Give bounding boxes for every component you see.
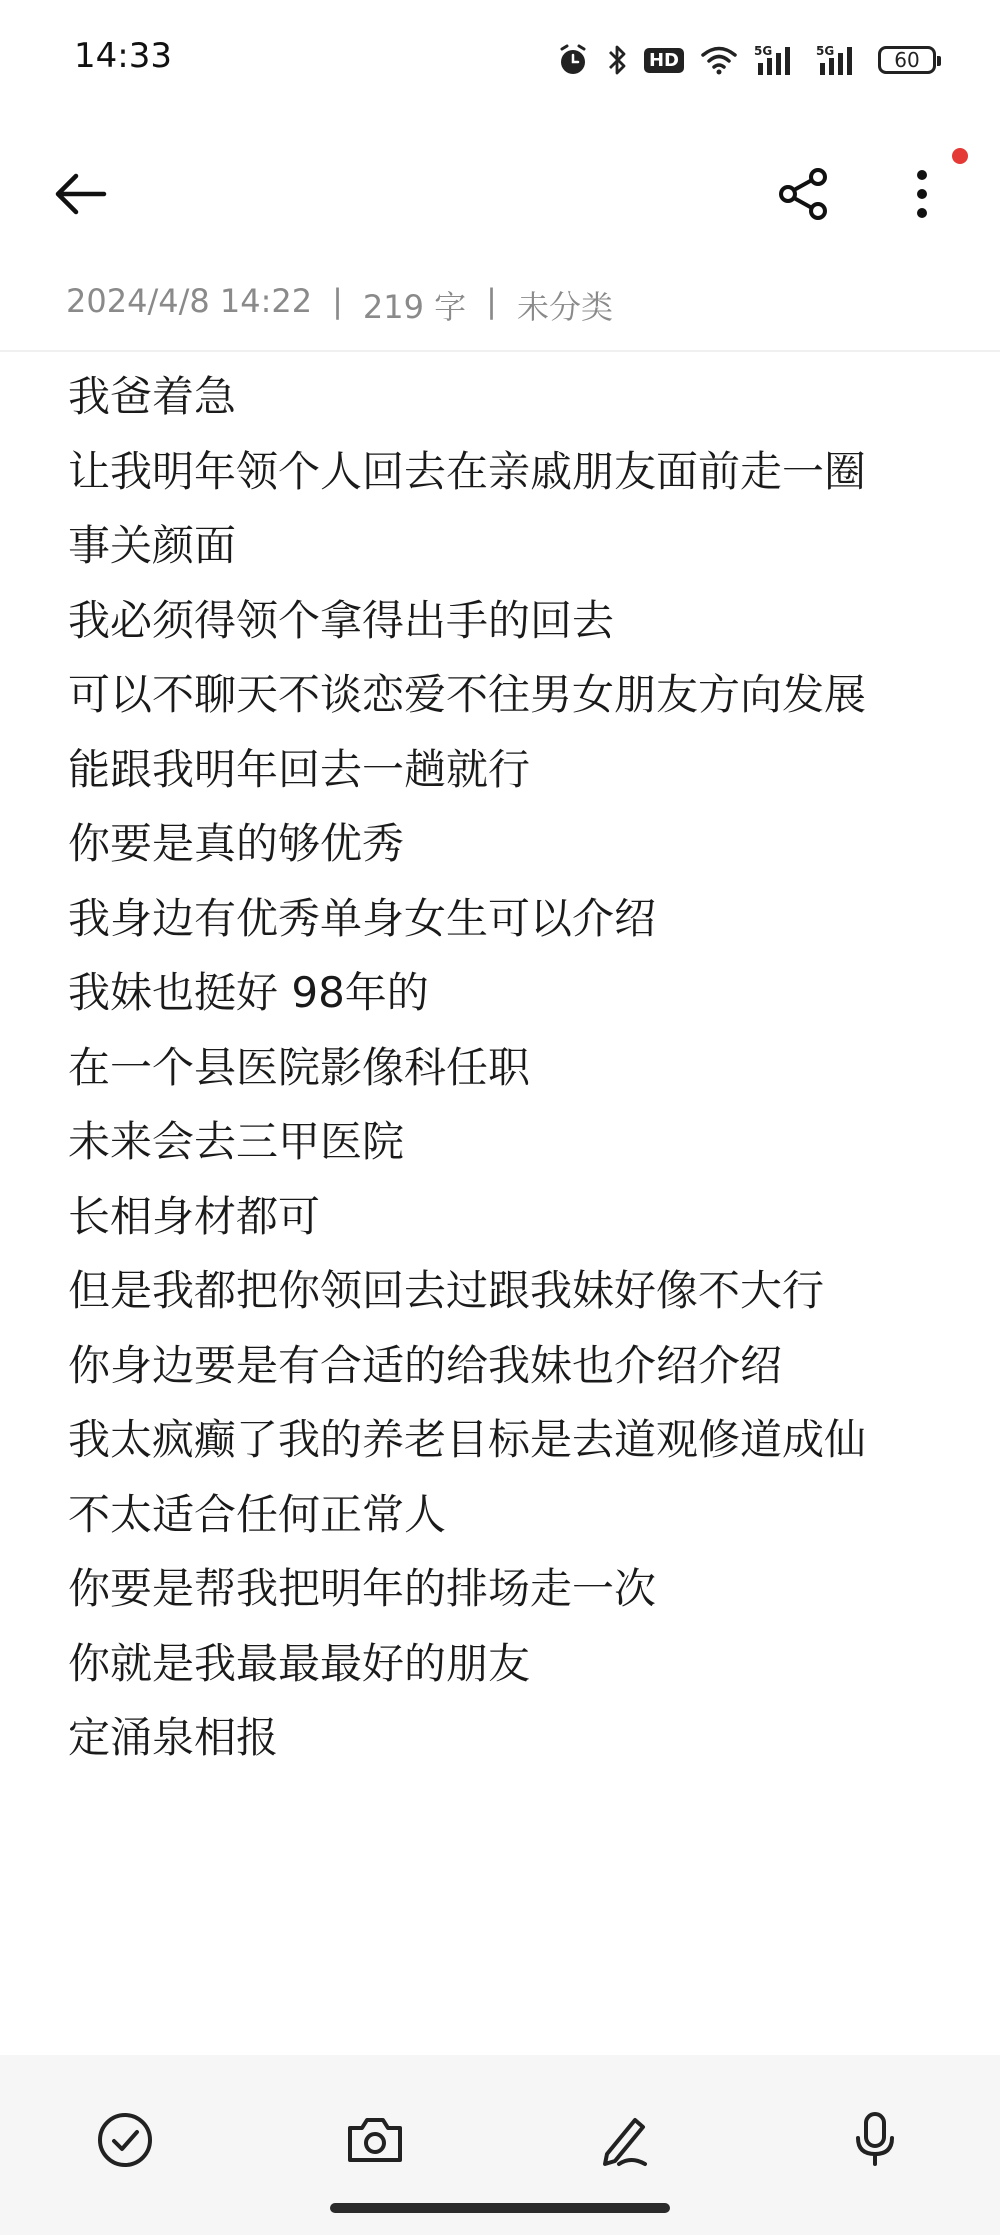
back-button[interactable]: [44, 158, 116, 230]
more-options-button[interactable]: [886, 158, 958, 230]
note-line: 我爸着急: [68, 372, 237, 421]
note-meta: [66, 282, 613, 328]
share-button[interactable]: [768, 158, 840, 230]
status-time: 14:33: [74, 36, 172, 76]
signal-5g-icon: [754, 43, 800, 77]
divider: [0, 350, 1000, 352]
top-toolbar: [0, 130, 1000, 250]
note-line: 未来会去三甲医院: [68, 1117, 405, 1166]
note-line: 定涌泉相报: [68, 1713, 279, 1762]
note-line: 你要是真的够优秀: [68, 819, 405, 868]
more-vertical-icon: [915, 169, 929, 219]
note-line: 让我明年领个人回去在亲戚朋友面前走一圈: [68, 446, 867, 496]
note-line: 我妹也挺好 98年的: [68, 968, 429, 1017]
status-bar: [0, 0, 1000, 120]
note-line: 但是我都把你领回去过跟我妹好像不大行: [68, 1266, 825, 1315]
note-category[interactable]: 未分类: [516, 288, 613, 326]
meta-separator: |: [486, 282, 497, 320]
meta-separator: |: [332, 282, 343, 320]
note-line: 长相身材都可: [68, 1191, 321, 1241]
note-line: 你就是我最最最好的朋友: [68, 1638, 531, 1688]
note-line: 事关颜面: [68, 521, 237, 570]
alarm-icon: [556, 43, 590, 77]
note-line: 不太适合任何正常人: [68, 1489, 447, 1539]
note-line: 能跟我明年回去一趟就行: [68, 744, 531, 794]
note-line: 你身边要是有合适的给我妹也介绍介绍: [68, 1340, 783, 1390]
arrow-left-icon: [52, 172, 108, 216]
note-line: 可以不聊天不谈恋爱不往男女朋友方向发展: [68, 670, 867, 719]
battery-icon: 60: [878, 46, 936, 74]
home-indicator[interactable]: [330, 2203, 670, 2213]
handwriting-button[interactable]: [580, 2095, 670, 2185]
note-line: 我必须得领个拿得出手的回去: [68, 595, 615, 645]
camera-icon: [345, 2112, 405, 2168]
notification-dot: [952, 148, 968, 164]
svg-text:5G: 5G: [754, 44, 773, 58]
voice-input-button[interactable]: [830, 2095, 920, 2185]
pen-icon: [595, 2110, 655, 2170]
checklist-button[interactable]: [80, 2095, 170, 2185]
wifi-icon: [700, 45, 738, 75]
note-word-count: 219 字: [362, 288, 467, 326]
signal-5g-icon: [816, 43, 862, 77]
hd-icon: HD: [644, 48, 684, 73]
note-line: 我身边有优秀单身女生可以介绍: [68, 893, 657, 943]
microphone-icon: [850, 2110, 900, 2170]
bluetooth-icon: [606, 43, 628, 77]
note-line: 我太疯癫了我的养老目标是去道观修道成仙: [68, 1415, 867, 1464]
note-date: 2024/4/8 14:22: [66, 282, 313, 320]
checklist-icon: [95, 2110, 155, 2170]
camera-button[interactable]: [330, 2095, 420, 2185]
note-line: 在一个县医院影像科任职: [68, 1042, 531, 1092]
note-line: 你要是帮我把明年的排场走一次: [68, 1564, 657, 1613]
share-icon: [776, 166, 832, 222]
status-icons: [556, 40, 936, 80]
svg-text:5G: 5G: [816, 44, 835, 58]
note-body[interactable]: [68, 360, 968, 1776]
